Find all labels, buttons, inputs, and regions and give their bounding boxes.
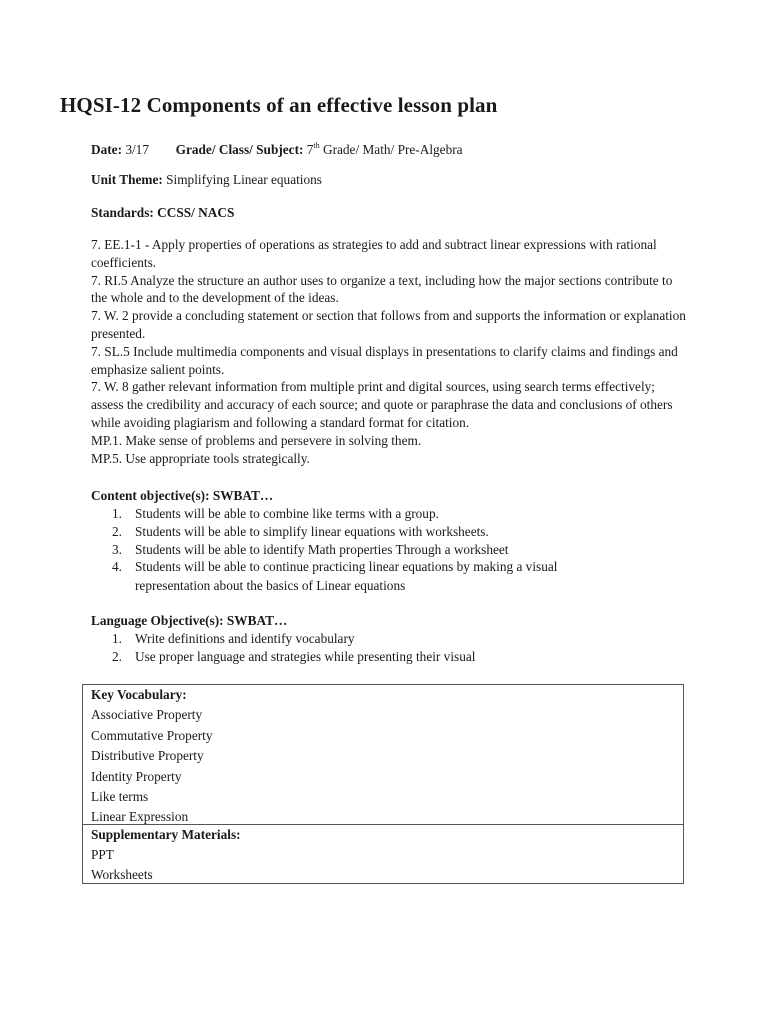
standard-item: MP.5. Use appropriate tools strategically. — [91, 450, 310, 466]
grade-superscript: th — [313, 141, 320, 150]
list-number: 1. — [112, 631, 122, 646]
list-number: 2. — [112, 523, 122, 539]
unit-theme-value: Simplifying Linear equations — [166, 172, 322, 187]
material-item: Worksheets — [91, 867, 153, 882]
list-text: Students will be able to continue practicing linear equations by making a visual — [135, 559, 558, 575]
standard-item: 7. EE.1-1 - Apply properties of operations as strategies to add and subtract linear expressions with rational coefficients. — [91, 237, 657, 270]
list-number: 4. — [112, 559, 122, 575]
list-number: 3. — [112, 541, 122, 557]
language-objectives-list — [91, 630, 475, 666]
unit-theme-line — [91, 171, 322, 189]
grade-number: 7 — [306, 142, 314, 157]
key-vocabulary-cell — [83, 685, 683, 825]
header-line — [91, 137, 463, 159]
vocabulary-item: Identity Property — [91, 768, 182, 784]
list-item — [91, 505, 557, 523]
vocabulary-item: Distributive Property — [91, 748, 204, 763]
material-item: PPT — [91, 847, 114, 862]
vocabulary-item: Linear Expression — [91, 809, 189, 824]
list-item — [91, 523, 557, 541]
standards-list — [91, 236, 689, 467]
list-item — [91, 630, 475, 648]
grade-class-subject-label: Grade/ Class/ Subject: — [175, 142, 304, 157]
standard-item: 7. RI.5 Analyze the structure an author uses to organize a text, including how the major sections contribute to the whole and to the development of the ideas. — [91, 272, 673, 306]
list-number: 1. — [112, 506, 122, 521]
standard-item: 7. W. 2 provide a concluding statement or section that follows from and supports the information or explanation presented. — [91, 308, 686, 341]
language-objectives-heading: Language Objective(s): SWBAT… — [91, 613, 288, 628]
standard-item: MP.1. Make sense of problems and persevere in solving them. — [91, 432, 422, 448]
key-vocabulary-heading: Key Vocabulary: — [91, 687, 187, 702]
list-text: Students will be able to identify Math properties Through a worksheet — [135, 541, 509, 557]
list-text-continued: representation about the basics of Linear equations — [135, 578, 406, 594]
list-item — [91, 541, 557, 559]
vocabulary-item: Associative Property — [91, 707, 203, 722]
list-text: Students will be able to simplify linear equations with worksheets. — [135, 523, 489, 539]
standard-item: 7. W. 8 gather relevant information from multiple print and digital sources, using search terms effectively; assess the credibility and accuracy of each source; and quote or paraphrase the data and conclusions of others while avoiding plagiarism and following a standard format for citation. — [91, 379, 673, 430]
vocabulary-item: Like terms — [91, 789, 149, 804]
vocabulary-materials-table — [82, 684, 684, 884]
standards-heading: Standards: CCSS/ NACS — [91, 205, 235, 220]
vocabulary-item: Commutative Property — [91, 727, 213, 743]
list-item — [91, 558, 557, 596]
grade-class-subject-value: Grade/ Math/ Pre-Algebra — [319, 142, 463, 157]
list-text: Use proper language and strategies while presenting their visual — [135, 648, 476, 664]
unit-theme-label: Unit Theme: — [91, 172, 163, 187]
list-item — [91, 648, 475, 666]
supplementary-materials-heading: Supplementary Materials: — [91, 827, 241, 842]
date-value: 3/17 — [125, 142, 149, 157]
content-objectives-heading: Content objective(s): SWBAT… — [91, 488, 274, 503]
page-title: HQSI-12 Components of an effective lesson plan — [60, 93, 498, 117]
standard-item: 7. SL.5 Include multimedia components and visual displays in presentations to clarify claims and findings and emphasize salient points. — [91, 343, 678, 377]
content-objectives-list — [91, 505, 557, 596]
date-label: Date: — [91, 142, 123, 157]
list-text: Write definitions and identify vocabulary — [135, 631, 355, 646]
list-text: Students will be able to combine like terms with a group. — [135, 506, 439, 521]
list-number: 2. — [112, 648, 122, 664]
